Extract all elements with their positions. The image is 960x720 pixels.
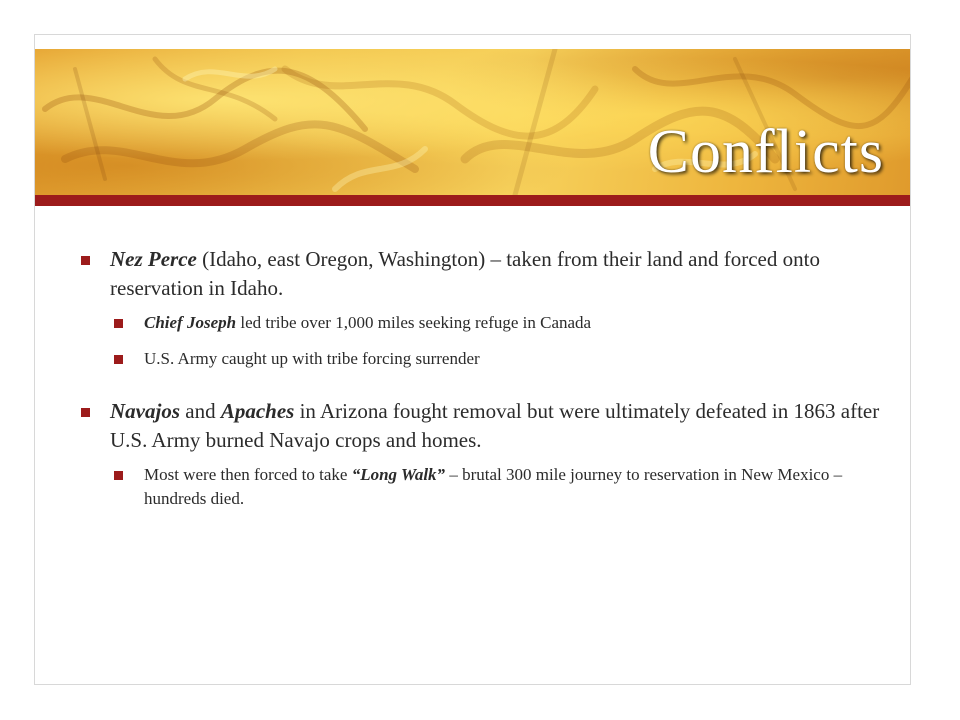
term-chief-joseph: Chief Joseph [144,313,237,332]
slide-body [81,245,881,523]
bullet-text-pre: Most were then forced to take [144,465,352,484]
bullet-marker [114,355,123,364]
bullet-marker [114,471,123,480]
bullet-text: (Idaho, east Oregon, Washington) – taken from their land and forced onto reservation in Idaho. [110,247,820,300]
bullet-text: led tribe over 1,000 miles seeking refuge in Canada [236,313,592,332]
connector-text: and [180,399,221,423]
term-apaches: Apaches [220,399,295,423]
term-navajos: Navajos [110,399,180,423]
bullet-text: – brutal 300 mile journey to reservation in New Mexico – hundreds died. [144,465,843,508]
sub-bullet-long-walk [81,463,881,511]
bullet-marker [81,408,90,417]
bullet-text: U.S. Army caught up with tribe forcing surrender [144,349,480,368]
bullet-marker [114,319,123,328]
title-banner-texture [35,49,911,195]
bullet-text: in Arizona fought removal but were ultimately defeated in 1863 after U.S. Army burned Navajo crops and homes. [110,399,880,452]
sub-bullet-chief-joseph [81,311,881,335]
bullet-navajos-apaches [81,397,881,455]
title-accent-bar [35,195,911,206]
bullet-nez-perce [81,245,881,303]
term-nez-perce: Nez Perce [110,247,197,271]
slide-title: Conflicts [647,118,884,186]
slide [34,34,911,685]
term-long-walk: “Long Walk” [351,465,446,484]
bullet-marker [81,256,90,265]
sub-bullet-army-surrender [81,347,881,371]
spacer [81,383,881,397]
